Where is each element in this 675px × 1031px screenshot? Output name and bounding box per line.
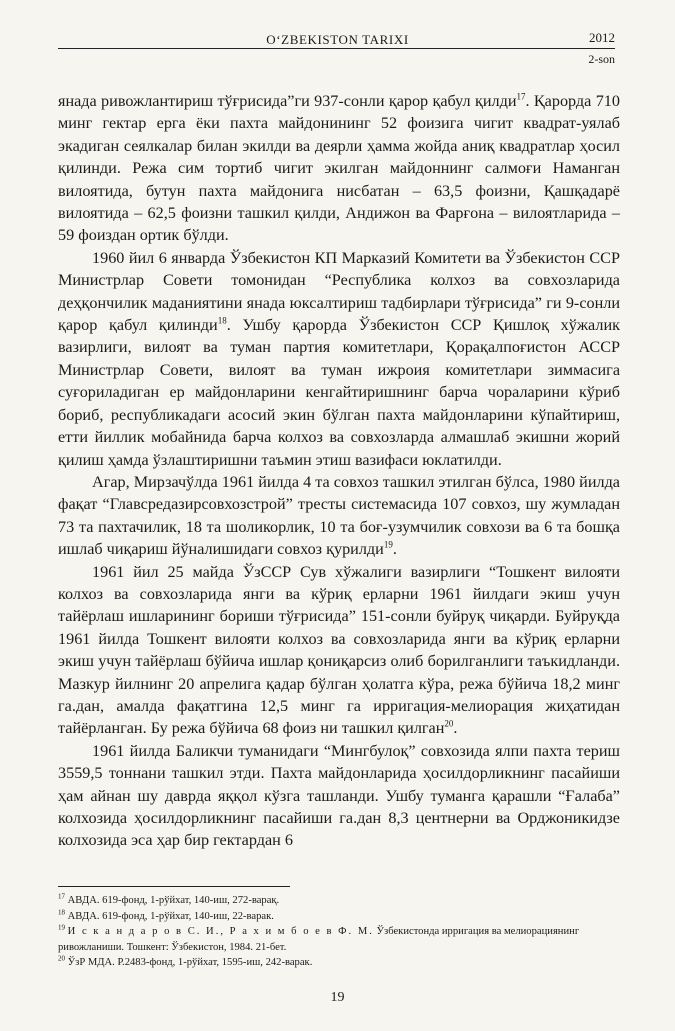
- footnote-number: 19: [58, 923, 65, 932]
- paragraph-text: 1961 йил 25 майда ЎзССР Сув хўжалиги вазирлиги “Тошкент вилояти колхоз ва совхозларида янги ва кўриқ ерларни 1961 йилдаги экиш учун тайёрлаш ишларининг бориши тўғрисида” 151-сонли буйруқ чиқарди. Буйруқда 1961 йилда Тошкент вилояти колхоз ва совхозларида янги ва кўриқ ерларни экиш учун тайёрлаш бўйича ишлар қониқарсиз олиб борилганлиги таъкидланди. Мазкур йилнинг 20 апрелига қадар бўлган ҳолатга кўра, режа бўйича 18,2 минг га.дан, амалда фақатгина 12,5 минг га ирригация-мелиорация жиҳатидан тайёрланган. Бу режа бўйича 68 фоиз ни ташкил қилган: [58, 562, 620, 738]
- footnote-ref: 20: [444, 718, 454, 729]
- paragraph-text: янада ривожлантириш тўғрисида”ги 937-сонли қарор қабул қилди: [58, 92, 517, 110]
- page-number: 19: [330, 990, 345, 1005]
- footnote-text: АВДА. 619-фонд, 1-рўйхат, 140-иш, 272-варақ.: [67, 895, 280, 906]
- footnote-author: И с к а н д а р о в С. И., Р а х и м б о е в Ф. М.: [67, 926, 374, 938]
- header-rule: [58, 48, 615, 49]
- footnote-text: АВДА. 619-фонд, 1-рўйхат, 140-иш, 22-варак.: [67, 910, 274, 922]
- article-body: [58, 90, 620, 852]
- footnote-number: 18: [58, 908, 65, 917]
- footnote: [58, 955, 620, 971]
- paragraph: [58, 247, 620, 471]
- footnote-ref: 18: [217, 315, 227, 326]
- footnote: [58, 909, 620, 925]
- footnote-number: 20: [58, 954, 65, 963]
- paragraph-text: .: [453, 719, 458, 738]
- paragraph: [58, 740, 620, 852]
- paragraph-text: 1960 йил 6 январда Ўзбекистон КП Марказий Комитети ва Ўзбекистон ССР Министрлар Совети томонидан “Республика колхоз ва совхозларида деҳқончилик маданиятини янада юксалтириш тадбирлари тўғрисида” ги 9-сонли қарор қабул қилинди: [58, 248, 620, 335]
- paragraph: [58, 561, 620, 740]
- journal-year: 2012: [589, 30, 615, 45]
- footnote: [58, 924, 620, 955]
- footnote-number: 17: [58, 892, 65, 901]
- paragraph-text: .: [392, 540, 397, 559]
- paragraph-text: . Ушбу қарорда Ўзбекистон ССР Қишлоқ хўжалик вазирлиги, вилоят ва туман партия комитетлари, Қорақалпоғистон АССР Министрлар Совети, вилоят ва туман ижроия комитетлари зиммасига суғориладиган ер майдонларини кенгайтиришнинг барча чораларини кўриб бориб, республикадаги асосий экин бўлган пахта майдонларини кўпайтириш, етти йиллик мобайнида барча колхоз ва совхозларда алмашлаб экишни жорий қилиш ҳамда ўзлаштиришни таъмин этиш вазифаси юклатилди.: [58, 316, 620, 469]
- footnote-ref: 17: [516, 91, 526, 102]
- journal-title: O‘ZBEKISTON TARIXI: [266, 32, 409, 47]
- paragraph-text: . Қарорда 710 минг гектар ерга ёки пахта майдонининг 52 фоизига чигит квадрат-уялаб экадиган сеялкалар билан экилди ва деярли ҳамма жойда аниқ квадратлар ҳосил қилинди. Режа сим тортиб чигит экилган майдоннинг салмоғи Наманган вилоятида, бутун пахта майдонига нисбатан – 63,5 фоизни, Қашқадарё вилоятида – 62,5 фоизни ташкил қилди, Андижон ва Фарғона – вилоятларида – 59 фоиздан ортик бўлди.: [58, 92, 620, 245]
- paragraph-text: Агар, Мирзачўлда 1961 йилда 4 та совхоз ташкил этилган бўлса, 1980 йилда фақат “Главсредазирсовхозстрой” тресты системасида 107 совхоз, шу жумладан 73 та пахтачилик, 18 та шоликорлик, 10 та боғ-узумчилик совхози ва 6 та бошқа ишлаб чиқариш йўналишидаги совхоз қурилди: [58, 472, 620, 559]
- paragraph-text: 1961 йилда Баликчи туманидаги “Мингбулоқ” совхозида ялпи пахта териш 3559,5 тоннани ташкил этди. Пахта майдонларида ҳосилдорликнинг пасайиши ҳам айнан шу даврда яққол кўзга ташланди. Ушбу туманга қарашли “Ғалаба” колхозида ҳосилдорликнинг пасайиши га.дан 8,3 центнерни ва Орджоникидзе колхозида эса ҳар бир гектардан 6: [58, 741, 620, 850]
- footnotes: [58, 893, 620, 971]
- footnote-text: ЎзР МДА. Р.2483-фонд, 1-рўйхат, 1595-иш, 242-варак.: [67, 957, 313, 969]
- footnote-text: Ўзбекистонда ирригация ва мелиорациянинг ривожланиши. Тошкент: Ўзбекистон, 1984. 21-бет.: [58, 926, 580, 953]
- footnote-rule: [58, 886, 290, 887]
- footnote-ref: 19: [383, 539, 393, 550]
- paragraph: [58, 471, 620, 561]
- paragraph: [58, 90, 620, 247]
- footnote: [58, 893, 620, 909]
- journal-issue: 2-son: [588, 52, 615, 66]
